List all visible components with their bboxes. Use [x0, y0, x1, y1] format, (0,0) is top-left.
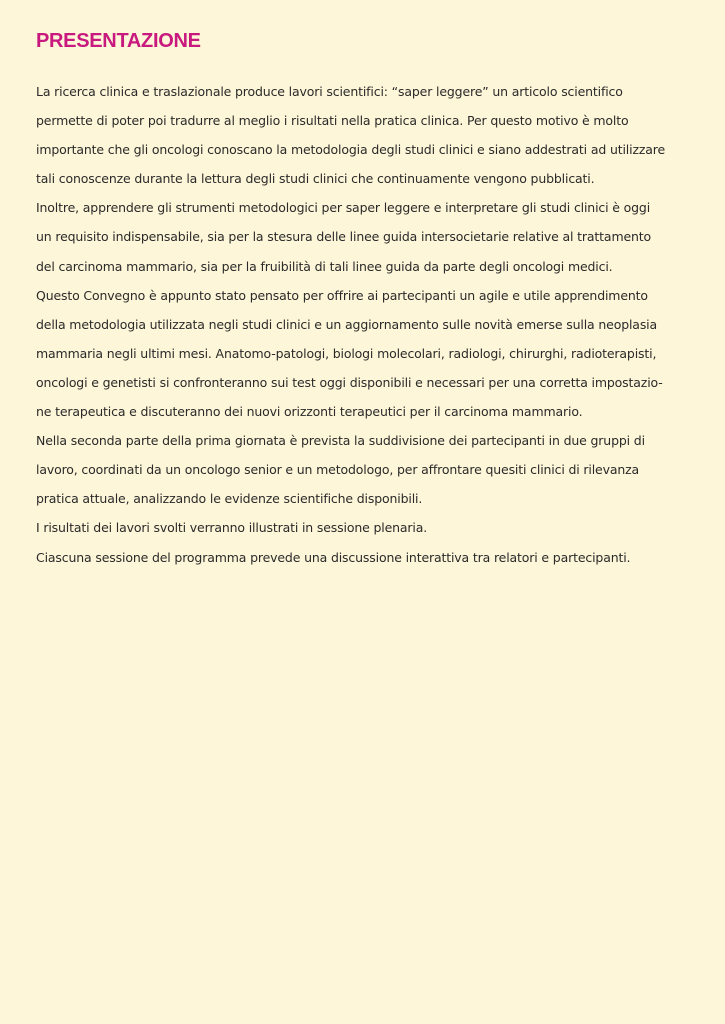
text-line: Questo Convegno è appunto stato pensato per offrire ai partecipanti un agile e utile apprendimento	[36, 287, 648, 303]
paragraph-methodology	[36, 193, 705, 280]
paragraph-results	[36, 513, 705, 542]
text-line: Inoltre, apprendere gli strumenti metodologici per saper leggere e interpretare gli studi clinici è oggi	[36, 200, 651, 216]
text-line: tali conoscenze durante la lettura degli studi clinici che continuamente vengono pubblicati.	[36, 171, 595, 187]
text-line: pratica attuale, analizzando le evidenze scientifiche disponibili.	[36, 491, 423, 507]
text-line: Nella seconda parte della prima giornata è prevista la suddivisione dei partecipanti in due gruppi di	[36, 433, 645, 449]
paragraph-sessions	[36, 543, 705, 572]
text-line: ne terapeutica e discuteranno dei nuovi orizzonti terapeutici per il carcinoma mammario.	[36, 404, 583, 420]
text-line: permette di poter poi tradurre al meglio i risultati nella pratica clinica. Per questo motivo è molto	[36, 113, 629, 129]
text-line: della metodologia utilizzata negli studi clinici e un aggiornamento sulle novità emerse sulla neoplasia	[36, 316, 658, 332]
text-line: Ciascuna sessione del programma prevede una discussione interattiva tra relatori e partecipanti.	[36, 549, 631, 565]
paragraph-workgroups	[36, 426, 705, 513]
text-line: oncologi e genetisti si confronteranno sui test oggi disponibili e necessari per una corretta impostazio-	[36, 374, 663, 390]
text-line: mammaria negli ultimi mesi. Anatomo-patologi, biologi molecolari, radiologi, chirurghi, radioterapisti,	[36, 345, 657, 361]
text-line: La ricerca clinica e traslazionale produce lavori scientifici: “saper leggere” un articolo scientifico	[36, 84, 623, 99]
text-line: lavoro, coordinati da un oncologo senior e un metodologo, per affrontare quesiti clinici di rilevanza	[36, 462, 640, 478]
paragraph-convegno	[36, 281, 705, 426]
text-line: un requisito indispensabile, sia per la stesura delle linee guida intersocietarie relative al trattamento	[36, 229, 652, 245]
text-line: I risultati dei lavori svolti verranno illustrati in sessione plenaria.	[36, 520, 428, 536]
page-title: PRESENTAZIONE	[36, 30, 201, 52]
paragraph-intro	[36, 77, 705, 193]
presentation-body	[36, 77, 705, 572]
text-line: importante che gli oncologi conoscano la metodologia degli studi clinici e siano addestrati ad utilizzare	[36, 142, 666, 158]
text-line: del carcinoma mammario, sia per la fruibilità di tali linee guida da parte degli oncologi medici.	[36, 258, 613, 274]
